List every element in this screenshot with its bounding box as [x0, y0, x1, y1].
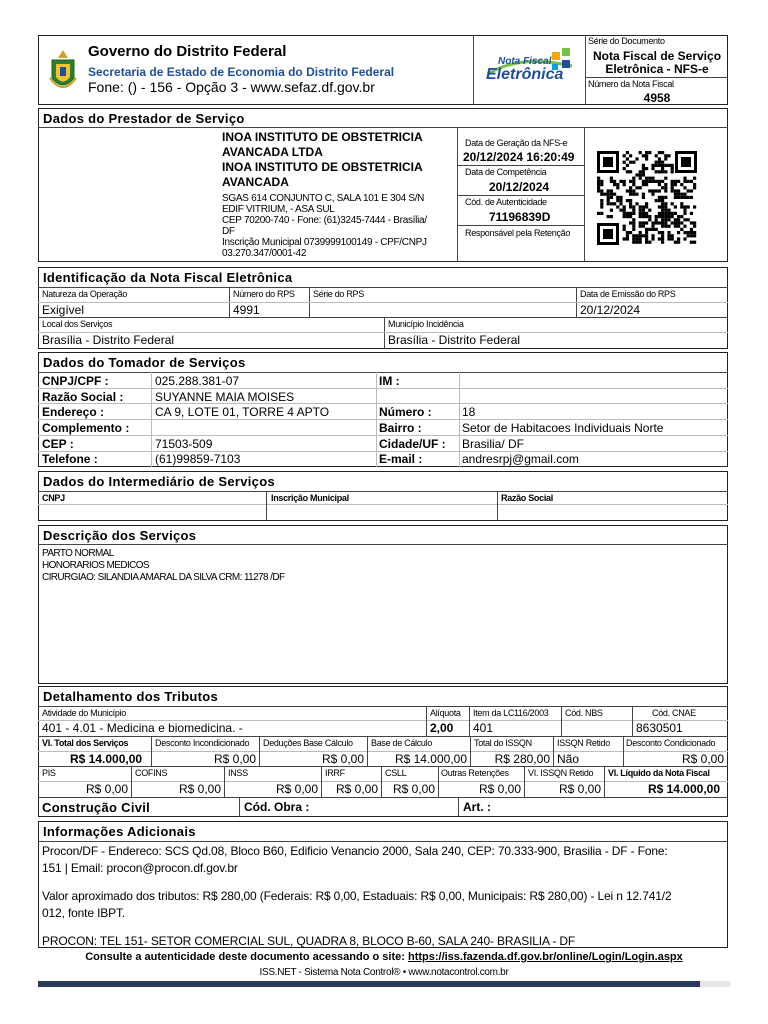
emissao-value: 20/12/2024	[580, 303, 641, 317]
info-p1-line-2: 151 | Email: procon@procon.df.gov.br	[42, 861, 238, 875]
serie-label: Série do Documento	[588, 36, 665, 46]
outras-value: R$ 0,00	[478, 782, 521, 796]
vl-issqn-retido-value: R$ 0,00	[558, 782, 601, 796]
tributos-title: Detalhamento dos Tributos	[43, 689, 219, 704]
desc-cond-value: R$ 0,00	[681, 752, 724, 766]
base-value: R$ 14.000,00	[394, 752, 467, 766]
informacoes-text	[42, 843, 726, 950]
tomador-bairro-value: Setor de Habitacoes Individuais Norte	[462, 421, 664, 435]
vl-total-value: R$ 14.000,00	[70, 752, 143, 766]
natureza-value: Exigível	[42, 303, 85, 317]
rps-value: 4991	[233, 303, 260, 317]
responsavel-label: Responsável pela Retenção	[465, 228, 571, 238]
irrf-value: R$ 0,00	[335, 782, 378, 796]
info-p2-line-1: Valor aproximado dos tributos: R$ 280,00 (Federais: R$ 0,00, Estaduais: R$ 0,00, Municipais: R$ 280,00) - Lei n 12.741/2	[42, 889, 672, 903]
addr-line-4: DF	[222, 226, 235, 237]
municipio-label: Município Incidência	[388, 319, 464, 329]
vl-liquido-label: Vl. Líquido da Nota Fiscal	[608, 768, 710, 778]
cofins-label: COFINS	[135, 768, 168, 778]
tomador-telefone-label: Telefone :	[42, 452, 98, 466]
tomador-title: Dados do Tomador de Serviços	[43, 355, 246, 370]
gdf-coat-of-arms-icon	[48, 48, 78, 96]
competencia-value: 20/12/2024	[489, 180, 550, 194]
tomador-cnpj-value: 025.288.381-07	[155, 374, 240, 388]
inss-label: INSS	[228, 768, 248, 778]
addr-line-3: CEP 70200-740 - Fone: (61)3245-7444 - Brasília/	[222, 215, 427, 226]
natureza-label: Natureza da Operação	[42, 289, 128, 299]
tomador-email-label: E-mail :	[379, 452, 423, 466]
tomador-numero-label: Número :	[379, 405, 432, 419]
numero-nota-value: 4958	[643, 91, 671, 105]
autenticidade-label: Cód. de Autenticidade	[465, 197, 547, 207]
geracao-value: 20/12/2024 16:20:49	[463, 150, 575, 164]
cnae-value: 8630501	[636, 721, 683, 735]
tomador-endereco-value: CA 9, LOTE 01, TORRE 4 APTO	[155, 405, 330, 419]
tomador-bairro-label: Bairro :	[379, 421, 422, 435]
atividade-label: Atividade do Município	[42, 708, 126, 718]
deducoes-label: Deduções Base Cálculo	[263, 738, 353, 748]
vl-total-label: Vl. Total dos Serviços	[42, 738, 129, 748]
base-label: Base de Cálculo	[371, 738, 433, 748]
consulte-text: Consulte a autenticidade deste documento acessando o site:	[85, 951, 405, 963]
tomador-razao-label: Razão Social :	[42, 390, 124, 404]
consulte-link[interactable]: https://iss.fazenda.df.gov.br/online/Login/Login.aspx	[407, 951, 683, 963]
outras-label: Outras Retenções	[441, 768, 509, 778]
inss-value: R$ 0,00	[275, 782, 318, 796]
gov-title: Governo do Distrito Federal	[88, 43, 287, 60]
aliquota-label: Alíquota	[430, 708, 461, 718]
addr-line-2: EDIF VITRIUM, - ASA SUL	[222, 204, 335, 215]
tomador-telefone-value: (61)99859-7103	[155, 452, 241, 466]
nbs-label: Cód. NBS	[565, 708, 603, 718]
descricao-line-3: CIRURGIAO: SILANDIA AMARAL DA SILVA CRM: 11278 /DF	[42, 572, 285, 583]
intermediario-title: Dados do Intermediário de Serviços	[43, 474, 275, 489]
info-p1-line-1: Procon/DF - Endereco: SCS Qd.08, Bloco B60, Edificio Venancio 2000, Sala 240, CEP: 70.333-900, Brasilia - DF - Fone:	[42, 844, 668, 858]
descricao-title: Descrição dos Serviços	[43, 528, 197, 543]
phone-line: Fone: () - 156 - Opção 3 - www.sefaz.df.gov.br	[88, 79, 375, 95]
prestador-name-4: AVANCADA	[222, 175, 289, 189]
autenticidade-value: 71196839D	[489, 210, 551, 224]
emissao-label: Data de Emissão do RPS	[580, 289, 676, 299]
csll-label: CSLL	[385, 768, 407, 778]
descricao-line-1: PARTO NORMAL	[42, 548, 114, 559]
addr-line-5: Inscrição Municipal 0739999100149 - CPF/CNPJ	[222, 237, 427, 248]
intermediario-cnpj-label: CNPJ	[42, 493, 65, 503]
prestador-title: Dados do Prestador de Serviço	[43, 111, 245, 126]
issqn-retido-value: Não	[557, 752, 580, 766]
tomador-numero-value: 18	[462, 405, 476, 419]
desc-cond-label: Desconto Condicionado	[626, 738, 716, 748]
item-label: Item da LC116/2003	[473, 708, 549, 718]
rps-label: Número do RPS	[233, 289, 295, 299]
desc-incond-label: Desconto Incondicionado	[155, 738, 250, 748]
footer-bar	[38, 981, 700, 987]
intermediario-im-label: Inscrição Municipal	[271, 493, 349, 503]
tomador-cnpj-label: CNPJ/CPF :	[42, 374, 109, 388]
issnet-footer: ISS.NET - Sistema Nota Control® • www.notacontrol.com.br	[259, 967, 509, 978]
logo-text-2: Eletrônica	[486, 66, 564, 83]
tomador-cep-value: 71503-509	[155, 437, 213, 451]
tomador-im-label: IM :	[379, 374, 400, 388]
tomador-cep-label: CEP :	[42, 437, 74, 451]
logo-text-1: Nota Fiscal	[498, 56, 552, 67]
info-p2-line-2: 012, fonte IBPT.	[42, 906, 125, 920]
serie-rps-label: Série do RPS	[313, 289, 364, 299]
aliquota-value: 2,00	[430, 721, 454, 735]
tomador-razao-value: SUYANNE MAIA MOISES	[155, 390, 295, 404]
consulte-line	[0, 951, 768, 963]
tomador-endereco-label: Endereço :	[42, 405, 105, 419]
descricao-line-2: HONORARIOS MEDICOS	[42, 560, 149, 571]
vl-issqn-retido-label: VI. ISSQN Retido	[528, 768, 594, 778]
csll-value: R$ 0,00	[392, 782, 435, 796]
prestador-name	[222, 130, 423, 190]
geracao-label: Data de Geração da NFS-e	[465, 138, 568, 148]
prestador-name-1: INOA INSTITUTO DE OBSTETRICIA	[222, 130, 423, 144]
info-p3-line-1: PROCON: TEL 151- SETOR COMERCIAL SUL, QUADRA 8, BLOCO B-60, SALA 240- BRASILIA - DF	[42, 934, 576, 948]
descricao-text	[42, 548, 285, 584]
tomador-email-value: andresrpj@gmail.com	[462, 452, 579, 466]
local-label: Local dos Serviços	[42, 319, 113, 329]
irrf-label: IRRF	[325, 768, 345, 778]
informacoes-title: Informações Adicionais	[43, 824, 196, 839]
cnae-label: Cód. CNAE	[652, 708, 696, 718]
addr-line-1: SGAS 614 CONJUNTO C, SALA 101 E 304 S/N	[222, 193, 425, 204]
art-label: Art. :	[463, 800, 491, 814]
desc-incond-value: R$ 0,00	[213, 752, 256, 766]
obra-label: Cód. Obra :	[244, 800, 310, 814]
secretaria-title: Secretaria de Estado de Economia do Distrito Federal	[88, 65, 395, 79]
qr-code-icon	[597, 151, 697, 245]
local-value: Brasília - Distrito Federal	[42, 333, 175, 347]
numero-nota-label: Número da Nota Fiscal	[588, 79, 674, 89]
tomador-cidade-value: Brasilia/ DF	[462, 437, 525, 451]
cofins-value: R$ 0,00	[178, 782, 221, 796]
item-value: 401	[473, 721, 494, 735]
municipio-value: Brasília - Distrito Federal	[388, 333, 521, 347]
addr-line-6: 03.270.347/0001-42	[222, 248, 307, 259]
serie-value-2: Eletrônica - NFS-e	[605, 62, 709, 76]
deducoes-value: R$ 0,00	[321, 752, 364, 766]
tomador-complemento-label: Complemento :	[42, 421, 130, 435]
footer-bar-end	[700, 981, 730, 987]
competencia-label: Data de Competência	[465, 167, 547, 177]
intermediario-razao-label: Razão Social	[501, 493, 553, 503]
prestador-name-2: AVANCADA LTDA	[222, 145, 323, 159]
pis-label: PIS	[42, 768, 56, 778]
nota-fiscal-eletronica-logo	[480, 44, 580, 96]
prestador-address	[222, 193, 427, 259]
vl-liquido-value: R$ 14.000,00	[647, 782, 720, 796]
atividade-value: 401 - 4.01 - Medicina e biomedicina. -	[42, 721, 243, 735]
prestador-name-3: INOA INSTITUTO DE OBSTETRICIA	[222, 160, 423, 174]
total-issqn-value: R$ 280,00	[494, 752, 550, 766]
issqn-retido-label: ISSQN Retido	[557, 738, 610, 748]
total-issqn-label: Total do ISSQN	[474, 738, 532, 748]
identificacao-title: Identificação da Nota Fiscal Eletrônica	[43, 270, 293, 285]
serie-value-1: Nota Fiscal de Serviço	[592, 49, 722, 63]
pis-value: R$ 0,00	[85, 782, 128, 796]
tomador-cidade-label: Cidade/UF :	[379, 437, 446, 451]
construcao-title: Construção Civil	[42, 800, 151, 815]
